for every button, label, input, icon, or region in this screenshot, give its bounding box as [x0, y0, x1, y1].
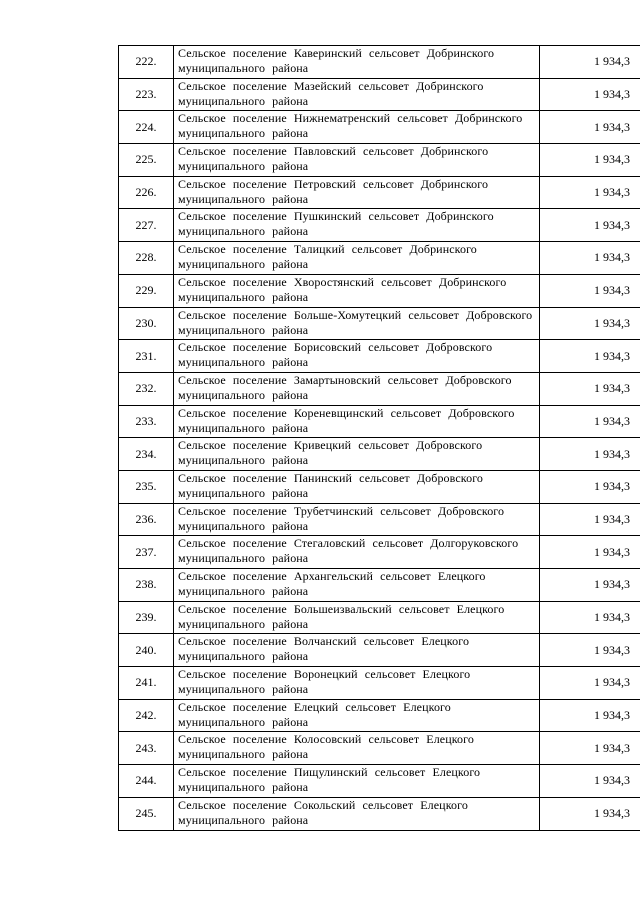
row-number: 245. [119, 797, 174, 830]
amount-value: 1 934,3 [540, 372, 640, 405]
amount-value: 1 934,3 [540, 699, 640, 732]
amount-value: 1 934,3 [540, 78, 640, 111]
settlement-name: Сельское поселение Каверинский сельсовет Добринского муниципального района [174, 46, 540, 79]
amount-value: 1 934,3 [540, 438, 640, 471]
settlement-name: Сельское поселение Хворостянский сельсовет Добринского муниципального района [174, 274, 540, 307]
settlement-name: Сельское поселение Панинский сельсовет Добровского муниципального района [174, 470, 540, 503]
settlement-name: Сельское поселение Воронецкий сельсовет Елецкого муниципального района [174, 667, 540, 700]
table-row [119, 372, 640, 405]
settlement-name: Сельское поселение Пушкинский сельсовет Добринского муниципального района [174, 209, 540, 242]
amount-value: 1 934,3 [540, 634, 640, 667]
amount-value: 1 934,3 [540, 601, 640, 634]
row-number: 222. [119, 46, 174, 79]
row-number: 236. [119, 503, 174, 536]
settlement-name: Сельское поселение Колосовский сельсовет Елецкого муниципального района [174, 732, 540, 765]
settlement-name: Сельское поселение Архангельский сельсовет Елецкого муниципального района [174, 569, 540, 602]
amount-value: 1 934,3 [540, 732, 640, 765]
row-number: 225. [119, 144, 174, 177]
row-number: 227. [119, 209, 174, 242]
row-number: 239. [119, 601, 174, 634]
amount-value: 1 934,3 [540, 144, 640, 177]
row-number: 233. [119, 405, 174, 438]
row-number: 230. [119, 307, 174, 340]
row-number: 232. [119, 372, 174, 405]
row-number: 244. [119, 765, 174, 798]
allocation-table [118, 45, 640, 831]
row-number: 224. [119, 111, 174, 144]
table-row [119, 797, 640, 830]
row-number: 223. [119, 78, 174, 111]
row-number: 229. [119, 274, 174, 307]
row-number: 237. [119, 536, 174, 569]
row-number: 238. [119, 569, 174, 602]
row-number: 228. [119, 242, 174, 275]
settlement-name: Сельское поселение Петровский сельсовет Добринского муниципального района [174, 176, 540, 209]
amount-value: 1 934,3 [540, 340, 640, 373]
table-row [119, 765, 640, 798]
table-row [119, 274, 640, 307]
table-row [119, 732, 640, 765]
settlement-name: Сельское поселение Мазейский сельсовет Добринского муниципального района [174, 78, 540, 111]
settlement-name: Сельское поселение Пищулинский сельсовет Елецкого муниципального района [174, 765, 540, 798]
amount-value: 1 934,3 [540, 536, 640, 569]
table-row [119, 667, 640, 700]
table-row [119, 111, 640, 144]
amount-value: 1 934,3 [540, 274, 640, 307]
settlement-name: Сельское поселение Талицкий сельсовет Добринского муниципального района [174, 242, 540, 275]
settlement-name: Сельское поселение Стегаловский сельсовет Долгоруковского муниципального района [174, 536, 540, 569]
amount-value: 1 934,3 [540, 111, 640, 144]
table-row [119, 601, 640, 634]
table-row [119, 340, 640, 373]
settlement-name: Сельское поселение Волчанский сельсовет Елецкого муниципального района [174, 634, 540, 667]
settlement-name: Сельское поселение Нижнематренский сельсовет Добринского муниципального района [174, 111, 540, 144]
row-number: 240. [119, 634, 174, 667]
settlement-name: Сельское поселение Кореневщинский сельсовет Добровского муниципального района [174, 405, 540, 438]
table-row [119, 307, 640, 340]
table-row [119, 634, 640, 667]
table-row [119, 176, 640, 209]
amount-value: 1 934,3 [540, 765, 640, 798]
settlement-name: Сельское поселение Елецкий сельсовет Елецкого муниципального района [174, 699, 540, 732]
settlement-name: Сельское поселение Сокольский сельсовет Елецкого муниципального района [174, 797, 540, 830]
amount-value: 1 934,3 [540, 176, 640, 209]
row-number: 231. [119, 340, 174, 373]
table-row [119, 78, 640, 111]
settlement-name: Сельское поселение Большеизвальский сельсовет Елецкого муниципального района [174, 601, 540, 634]
row-number: 235. [119, 470, 174, 503]
table-row [119, 569, 640, 602]
table-row [119, 470, 640, 503]
amount-value: 1 934,3 [540, 667, 640, 700]
table-row [119, 242, 640, 275]
amount-value: 1 934,3 [540, 470, 640, 503]
amount-value: 1 934,3 [540, 405, 640, 438]
settlement-name: Сельское поселение Трубетчинский сельсовет Добровского муниципального района [174, 503, 540, 536]
settlement-name: Сельское поселение Замартыновский сельсовет Добровского муниципального района [174, 372, 540, 405]
settlement-name: Сельское поселение Кривецкий сельсовет Добровского муниципального района [174, 438, 540, 471]
row-number: 241. [119, 667, 174, 700]
amount-value: 1 934,3 [540, 46, 640, 79]
table-row [119, 144, 640, 177]
amount-value: 1 934,3 [540, 242, 640, 275]
table-row [119, 699, 640, 732]
settlement-name: Сельское поселение Павловский сельсовет Добринского муниципального района [174, 144, 540, 177]
table-row [119, 209, 640, 242]
row-number: 242. [119, 699, 174, 732]
row-number: 234. [119, 438, 174, 471]
amount-value: 1 934,3 [540, 503, 640, 536]
table-row [119, 46, 640, 79]
table-row [119, 438, 640, 471]
table-row [119, 405, 640, 438]
table-body [119, 46, 640, 831]
table-row [119, 503, 640, 536]
amount-value: 1 934,3 [540, 797, 640, 830]
amount-value: 1 934,3 [540, 307, 640, 340]
table-row [119, 536, 640, 569]
settlement-name: Сельское поселение Больше-Хомутецкий сельсовет Добровского муниципального района [174, 307, 540, 340]
settlement-name: Сельское поселение Борисовский сельсовет Добровского муниципального района [174, 340, 540, 373]
row-number: 226. [119, 176, 174, 209]
amount-value: 1 934,3 [540, 209, 640, 242]
amount-value: 1 934,3 [540, 569, 640, 602]
row-number: 243. [119, 732, 174, 765]
